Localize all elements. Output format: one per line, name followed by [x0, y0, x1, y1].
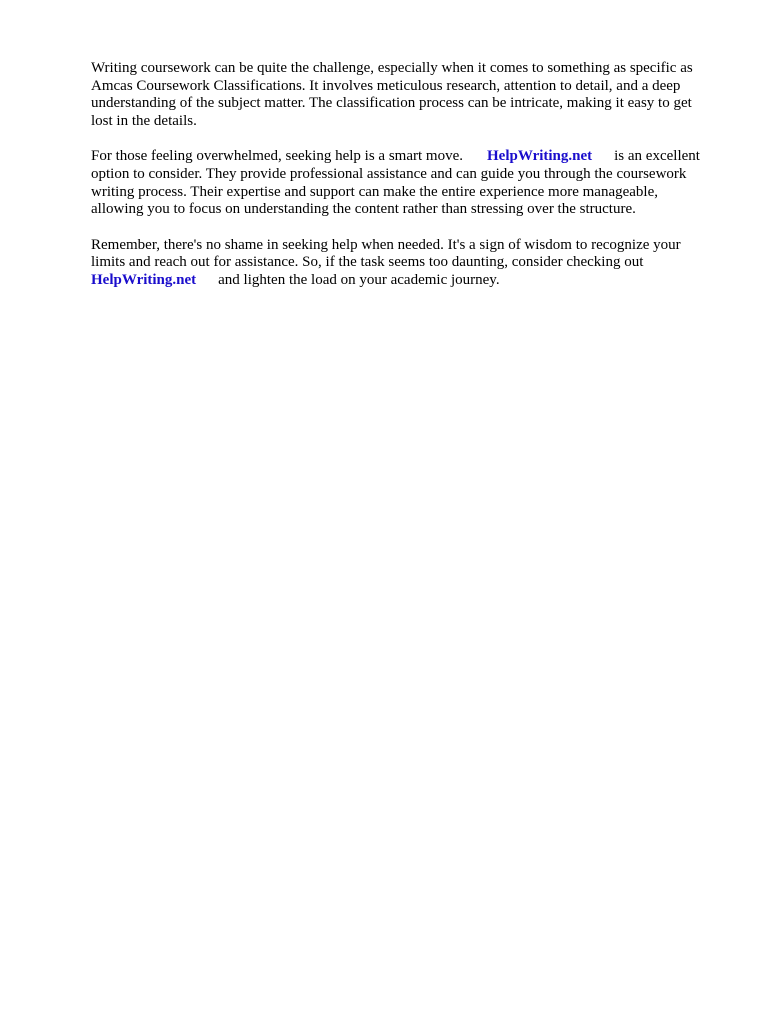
paragraph-line: Amcas Coursework Classifications. It involves meticulous research, attention to detail, and a deep: [91, 77, 681, 94]
paragraph-line: [91, 272, 731, 290]
paragraph-intro: [91, 60, 731, 130]
paragraph-text: is an excellent: [614, 148, 700, 165]
paragraph-line: limits and reach out for assistance. So, if the task seems too daunting, consider checking out: [91, 254, 644, 271]
paragraph-closing: [91, 237, 731, 290]
document-page: [91, 60, 731, 308]
helpwriting-link[interactable]: HelpWriting.net: [487, 148, 593, 165]
paragraph-line: [91, 148, 731, 166]
paragraph-line: allowing you to focus on understanding the content rather than stressing over the structure.: [91, 201, 636, 218]
paragraph-line: option to consider. They provide professional assistance and can guide you through the coursework: [91, 165, 687, 182]
helpwriting-link[interactable]: HelpWriting.net: [91, 271, 197, 288]
paragraph-line: writing process. Their expertise and support can make the entire experience more manageable,: [91, 183, 658, 200]
paragraph-text: For those feeling overwhelmed, seeking help is a smart move.: [91, 148, 463, 165]
paragraph-text: and lighten the load on your academic journey.: [218, 271, 500, 288]
paragraph-line: understanding of the subject matter. The classification process can be intricate, making it easy to get: [91, 95, 692, 112]
paragraph-line: lost in the details.: [91, 112, 197, 129]
paragraph-line: Remember, there's no shame in seeking help when needed. It's a sign of wisdom to recognize your: [91, 236, 681, 253]
paragraph-help: [91, 148, 731, 218]
paragraph-line: Writing coursework can be quite the challenge, especially when it comes to something as specific as: [91, 60, 693, 76]
